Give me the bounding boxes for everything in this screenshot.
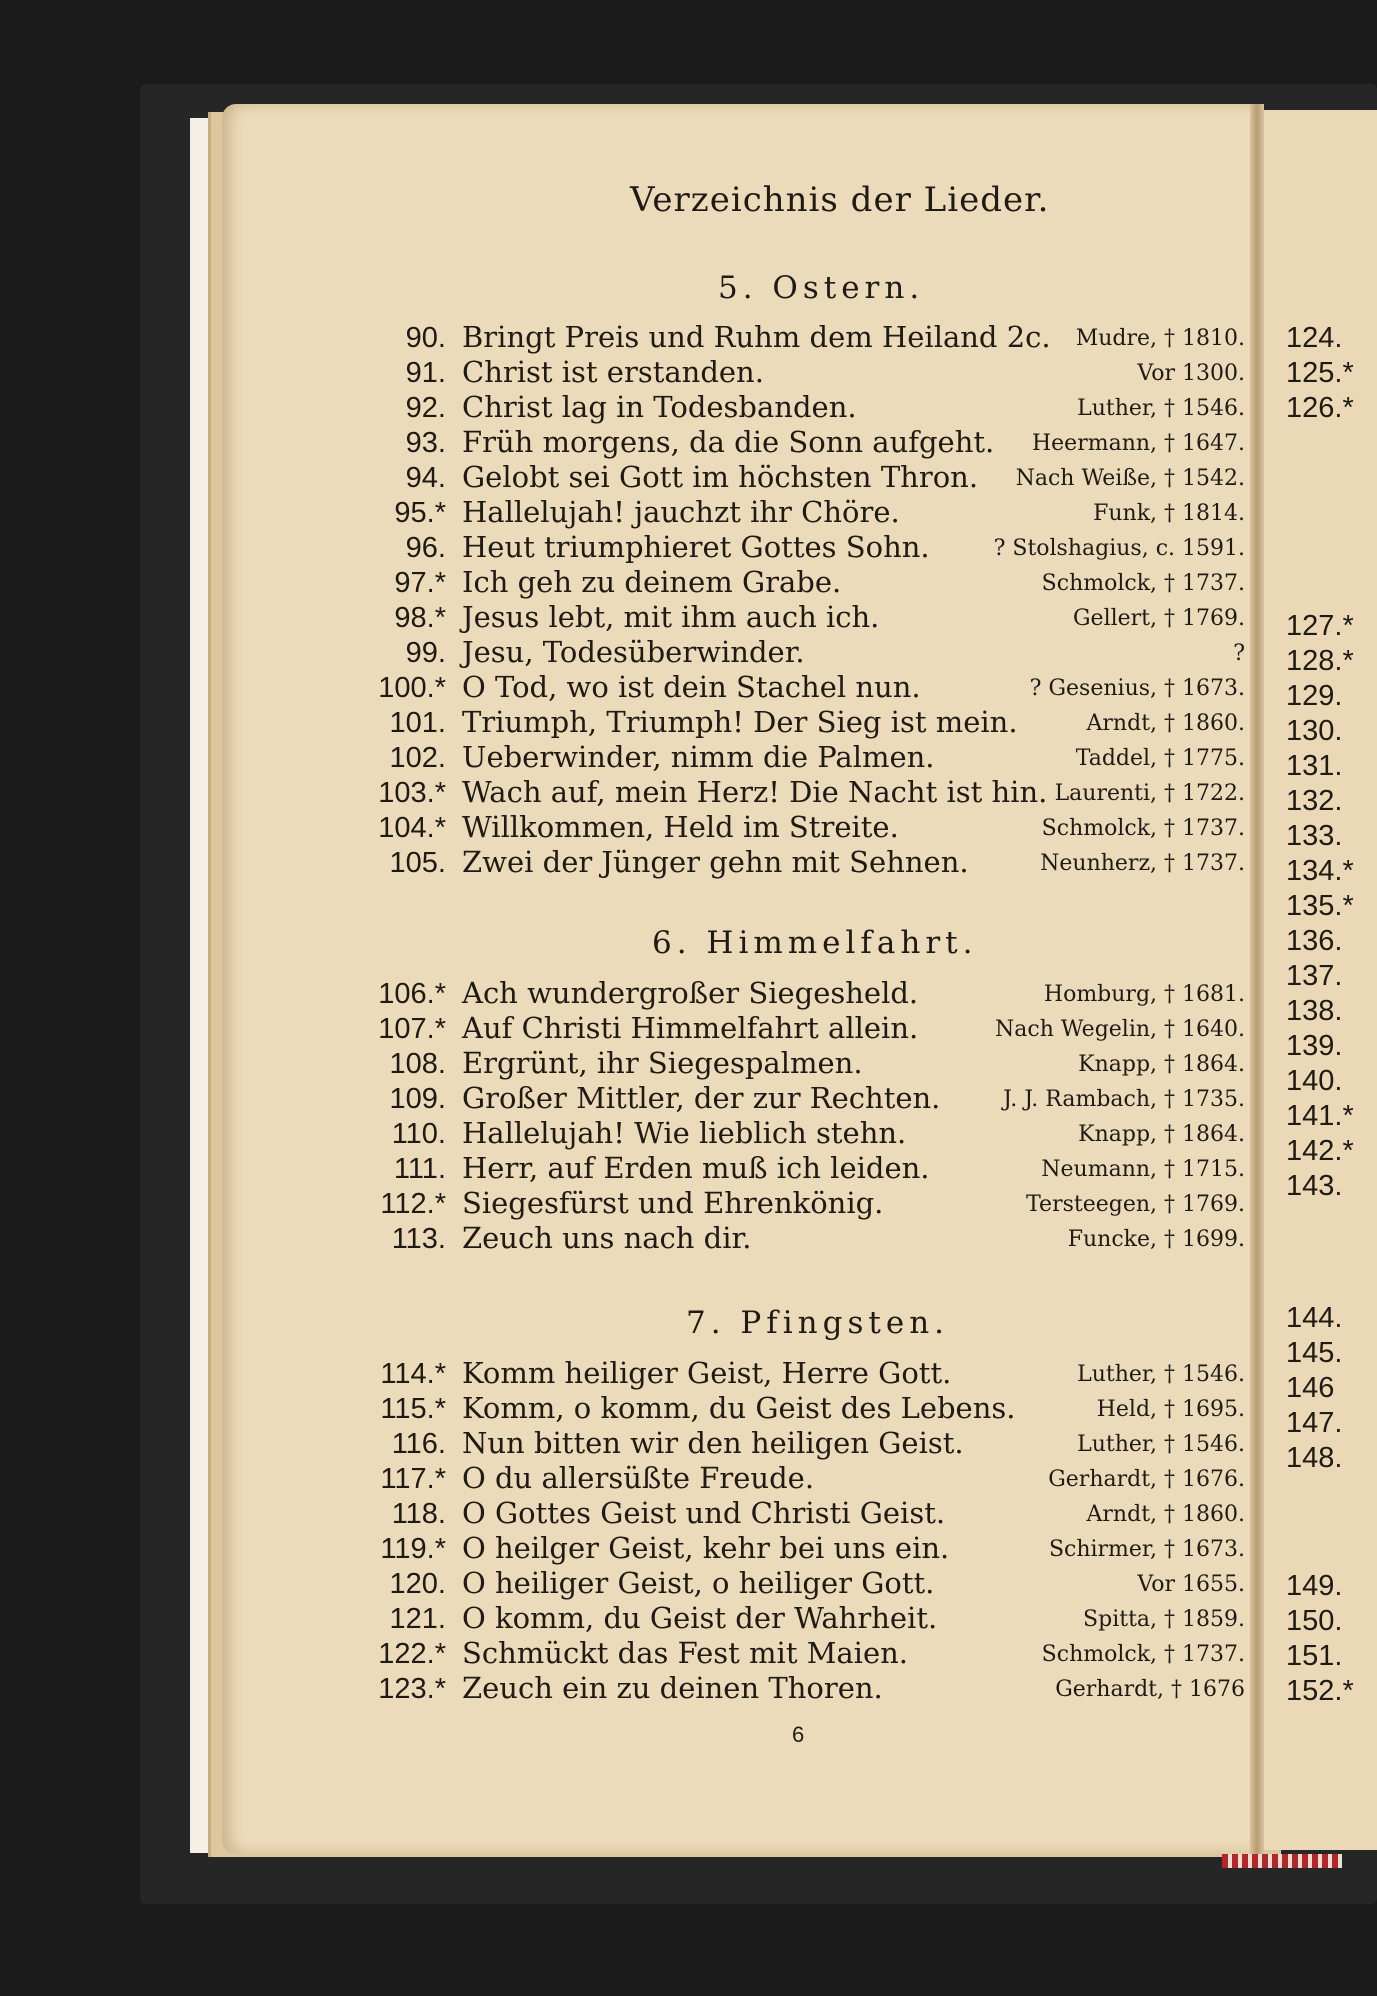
song-row bbox=[300, 495, 1245, 530]
song-row bbox=[300, 1221, 1245, 1256]
song-row bbox=[300, 1636, 1245, 1671]
song-number: 111. bbox=[393, 1153, 446, 1185]
song-title: O heiliger Geist, o heiliger Gott. bbox=[462, 1566, 935, 1600]
song-number: 115.* bbox=[380, 1393, 446, 1425]
facing-page-number: 131. bbox=[1286, 750, 1343, 782]
song-row bbox=[300, 635, 1245, 670]
song-title: O komm, du Geist der Wahrheit. bbox=[462, 1601, 938, 1635]
song-row bbox=[300, 1186, 1245, 1221]
song-title: O heilger Geist, kehr bei uns ein. bbox=[462, 1531, 950, 1565]
facing-page-number: 144. bbox=[1286, 1302, 1343, 1334]
song-title: Wach auf, mein Herz! Die Nacht ist hin. bbox=[462, 775, 1048, 809]
facing-page-number: 130. bbox=[1286, 715, 1343, 747]
song-title: Ich geh zu deinem Grabe. bbox=[462, 565, 842, 599]
song-number: 103.* bbox=[378, 777, 446, 809]
facing-page-number: 139. bbox=[1286, 1030, 1343, 1062]
song-row bbox=[300, 1671, 1245, 1706]
song-title: Ergrünt, ihr Siegespalmen. bbox=[462, 1046, 863, 1080]
song-row bbox=[300, 425, 1245, 460]
song-row bbox=[300, 460, 1245, 495]
song-number: 100.* bbox=[378, 672, 446, 704]
song-row bbox=[300, 600, 1245, 635]
facing-page-number: 138. bbox=[1286, 995, 1343, 1027]
song-number: 109. bbox=[389, 1083, 446, 1115]
song-number: 93. bbox=[405, 427, 446, 459]
song-title: Zeuch ein zu deinen Thoren. bbox=[462, 1671, 883, 1705]
song-author: Neunherz, † 1737. bbox=[1040, 851, 1245, 876]
facing-page-number: 140. bbox=[1286, 1065, 1343, 1097]
song-row bbox=[300, 1566, 1245, 1601]
song-author: Funcke, † 1699. bbox=[1067, 1227, 1245, 1252]
song-row bbox=[300, 810, 1245, 845]
song-number: 123.* bbox=[378, 1673, 446, 1705]
song-title: Willkommen, Held im Streite. bbox=[462, 810, 899, 844]
song-author: Gerhardt, † 1676 bbox=[1055, 1677, 1245, 1702]
song-number: 101. bbox=[389, 707, 446, 739]
song-row bbox=[300, 530, 1245, 565]
song-author: Neumann, † 1715. bbox=[1041, 1157, 1245, 1182]
song-title: Komm heiliger Geist, Herre Gott. bbox=[462, 1356, 952, 1390]
song-author: Taddel, † 1775. bbox=[1075, 746, 1245, 771]
song-number: 116. bbox=[391, 1428, 446, 1460]
song-row bbox=[300, 670, 1245, 705]
song-number: 113. bbox=[391, 1223, 446, 1255]
song-number: 94. bbox=[405, 462, 446, 494]
song-title: Zeuch uns nach dir. bbox=[462, 1221, 752, 1255]
song-author: Vor 1655. bbox=[1137, 1572, 1245, 1597]
song-author: Vor 1300. bbox=[1137, 361, 1245, 386]
song-author: Funk, † 1814. bbox=[1093, 501, 1245, 526]
song-number: 119.* bbox=[380, 1533, 446, 1565]
song-title: Jesus lebt, mit ihm auch ich. bbox=[462, 600, 880, 634]
song-title: Christ lag in Todesbanden. bbox=[462, 390, 857, 424]
song-title: Auf Christi Himmelfahrt allein. bbox=[462, 1011, 919, 1045]
song-row bbox=[300, 320, 1245, 355]
section-title: 6. Himmelfahrt. bbox=[652, 925, 978, 961]
song-number: 106.* bbox=[378, 978, 446, 1010]
song-author: ? Stolshagius, c. 1591. bbox=[993, 536, 1245, 561]
song-author: Nach Weiße, † 1542. bbox=[1015, 466, 1245, 491]
facing-page-number: 152.* bbox=[1286, 1675, 1354, 1707]
song-number: 117.* bbox=[380, 1463, 446, 1495]
song-author: Schmolck, † 1737. bbox=[1041, 1642, 1245, 1667]
song-author: Nach Wegelin, † 1640. bbox=[995, 1017, 1245, 1042]
song-number: 92. bbox=[405, 392, 446, 424]
red-page-edge bbox=[1222, 1854, 1342, 1868]
song-title: O Gottes Geist und Christi Geist. bbox=[462, 1496, 946, 1530]
song-author: Schirmer, † 1673. bbox=[1048, 1537, 1245, 1562]
song-author: Gerhardt, † 1676. bbox=[1048, 1467, 1245, 1492]
song-row bbox=[300, 740, 1245, 775]
song-title: Bringt Preis und Ruhm dem Heiland 2c. bbox=[462, 320, 1051, 354]
song-row bbox=[300, 565, 1245, 600]
song-author: Mudre, † 1810. bbox=[1075, 326, 1245, 351]
song-number: 118. bbox=[391, 1498, 446, 1530]
song-author: Luther, † 1546. bbox=[1077, 1432, 1245, 1457]
song-row bbox=[300, 355, 1245, 390]
song-author: Arndt, † 1860. bbox=[1086, 1502, 1245, 1527]
facing-page-number: 150. bbox=[1286, 1605, 1343, 1637]
song-number: 112.* bbox=[380, 1188, 446, 1220]
song-row bbox=[300, 1356, 1245, 1391]
song-number: 110. bbox=[391, 1118, 446, 1150]
facing-page-number: 137. bbox=[1286, 960, 1343, 992]
song-row bbox=[300, 976, 1245, 1011]
song-author: Luther, † 1546. bbox=[1077, 396, 1245, 421]
song-title: Schmückt das Fest mit Maien. bbox=[462, 1636, 909, 1670]
song-number: 120. bbox=[389, 1568, 446, 1600]
song-number: 98.* bbox=[394, 602, 446, 634]
facing-page-number: 151. bbox=[1286, 1640, 1343, 1672]
song-author: Knapp, † 1864. bbox=[1078, 1052, 1245, 1077]
facing-page-number: 132. bbox=[1286, 785, 1343, 817]
song-title: Heut triumphieret Gottes Sohn. bbox=[462, 530, 930, 564]
song-author: Tersteegen, † 1769. bbox=[1026, 1192, 1245, 1217]
facing-page-number: 124. bbox=[1286, 322, 1343, 354]
song-row bbox=[300, 1011, 1245, 1046]
song-number: 95.* bbox=[394, 497, 446, 529]
song-title: Hallelujah! jauchzt ihr Chöre. bbox=[462, 495, 900, 529]
facing-page-number: 127.* bbox=[1286, 610, 1354, 642]
facing-page-number: 134.* bbox=[1286, 855, 1354, 887]
song-row bbox=[300, 705, 1245, 740]
facing-page-number: 146 bbox=[1286, 1372, 1335, 1404]
song-author: J. J. Rambach, † 1735. bbox=[1003, 1087, 1245, 1112]
song-author: Schmolck, † 1737. bbox=[1041, 816, 1245, 841]
song-number: 97.* bbox=[394, 567, 446, 599]
page-number: 6 bbox=[792, 1722, 805, 1747]
song-row bbox=[300, 1046, 1245, 1081]
song-row bbox=[300, 1151, 1245, 1186]
song-author: Spitta, † 1859. bbox=[1083, 1607, 1245, 1632]
facing-page-number: 135.* bbox=[1286, 890, 1354, 922]
song-number: 90. bbox=[405, 322, 446, 354]
facing-page-number: 145. bbox=[1286, 1337, 1343, 1369]
facing-page-number: 149. bbox=[1286, 1570, 1343, 1602]
song-number: 114.* bbox=[380, 1358, 446, 1390]
song-author: Laurenti, † 1722. bbox=[1054, 781, 1245, 806]
song-title: Komm, o komm, du Geist des Lebens. bbox=[462, 1391, 1016, 1425]
song-row bbox=[300, 775, 1245, 810]
song-title: Gelobt sei Gott im höchsten Thron. bbox=[462, 460, 979, 494]
song-row bbox=[300, 1496, 1245, 1531]
facing-page-number: 125.* bbox=[1286, 357, 1354, 389]
book-gutter bbox=[1250, 104, 1264, 1854]
song-title: Nun bitten wir den heiligen Geist. bbox=[462, 1426, 964, 1460]
song-row bbox=[300, 390, 1245, 425]
song-author: Gellert, † 1769. bbox=[1072, 606, 1245, 631]
song-number: 122.* bbox=[378, 1638, 446, 1670]
song-row bbox=[300, 1081, 1245, 1116]
song-title: Siegesfürst und Ehrenkönig. bbox=[462, 1186, 884, 1220]
section-title: 7. Pfingsten. bbox=[686, 1305, 950, 1341]
song-title: Christ ist erstanden. bbox=[462, 355, 764, 389]
song-title: Jesu, Todesüberwinder. bbox=[462, 635, 805, 669]
section-title: 5. Ostern. bbox=[718, 270, 925, 306]
song-title: Hallelujah! Wie lieblich stehn. bbox=[462, 1116, 907, 1150]
facing-page-number: 148. bbox=[1286, 1442, 1343, 1474]
song-author: Knapp, † 1864. bbox=[1078, 1122, 1245, 1147]
song-author: Heermann, † 1647. bbox=[1031, 431, 1245, 456]
song-number: 105. bbox=[389, 847, 446, 879]
song-title: Ueberwinder, nimm die Palmen. bbox=[462, 740, 935, 774]
song-author: Arndt, † 1860. bbox=[1086, 711, 1245, 736]
song-row bbox=[300, 1601, 1245, 1636]
song-author: ? Gesenius, † 1673. bbox=[1029, 676, 1245, 701]
song-row bbox=[300, 1461, 1245, 1496]
song-title: O du allersüßte Freude. bbox=[462, 1461, 815, 1495]
song-author: Homburg, † 1681. bbox=[1043, 982, 1245, 1007]
song-author: Schmolck, † 1737. bbox=[1041, 571, 1245, 596]
facing-page-number: 142.* bbox=[1286, 1135, 1354, 1167]
facing-page-number: 141.* bbox=[1286, 1100, 1354, 1132]
song-row bbox=[300, 845, 1245, 880]
facing-page-number: 128.* bbox=[1286, 645, 1354, 677]
song-number: 107.* bbox=[378, 1013, 446, 1045]
song-number: 108. bbox=[389, 1048, 446, 1080]
facing-page-number: 147. bbox=[1286, 1407, 1343, 1439]
song-number: 102. bbox=[389, 742, 446, 774]
facing-page-number: 136. bbox=[1286, 925, 1343, 957]
facing-page-number: 129. bbox=[1286, 680, 1343, 712]
song-row bbox=[300, 1391, 1245, 1426]
song-author: ? bbox=[1233, 641, 1245, 666]
song-title: Ach wundergroßer Siegesheld. bbox=[462, 976, 919, 1010]
song-title: Früh morgens, da die Sonn aufgeht. bbox=[462, 425, 995, 459]
song-author: Held, † 1695. bbox=[1096, 1397, 1245, 1422]
song-author: Luther, † 1546. bbox=[1077, 1362, 1245, 1387]
song-number: 91. bbox=[405, 357, 446, 389]
facing-page-number: 133. bbox=[1286, 820, 1343, 852]
song-title: Großer Mittler, der zur Rechten. bbox=[462, 1081, 941, 1115]
song-title: Triumph, Triumph! Der Sieg ist mein. bbox=[462, 705, 1018, 739]
song-title: Herr, auf Erden muß ich leiden. bbox=[462, 1151, 930, 1185]
song-row bbox=[300, 1116, 1245, 1151]
song-title: Zwei der Jünger gehn mit Sehnen. bbox=[462, 845, 969, 879]
facing-page-number: 143. bbox=[1286, 1170, 1343, 1202]
song-row bbox=[300, 1531, 1245, 1566]
facing-page-number: 126.* bbox=[1286, 392, 1354, 424]
song-row bbox=[300, 1426, 1245, 1461]
song-number: 99. bbox=[405, 637, 446, 669]
page-header: Verzeichnis der Lieder. bbox=[630, 180, 1050, 220]
song-number: 121. bbox=[389, 1603, 446, 1635]
song-title: O Tod, wo ist dein Stachel nun. bbox=[462, 670, 921, 704]
song-number: 96. bbox=[405, 532, 446, 564]
song-number: 104.* bbox=[378, 812, 446, 844]
